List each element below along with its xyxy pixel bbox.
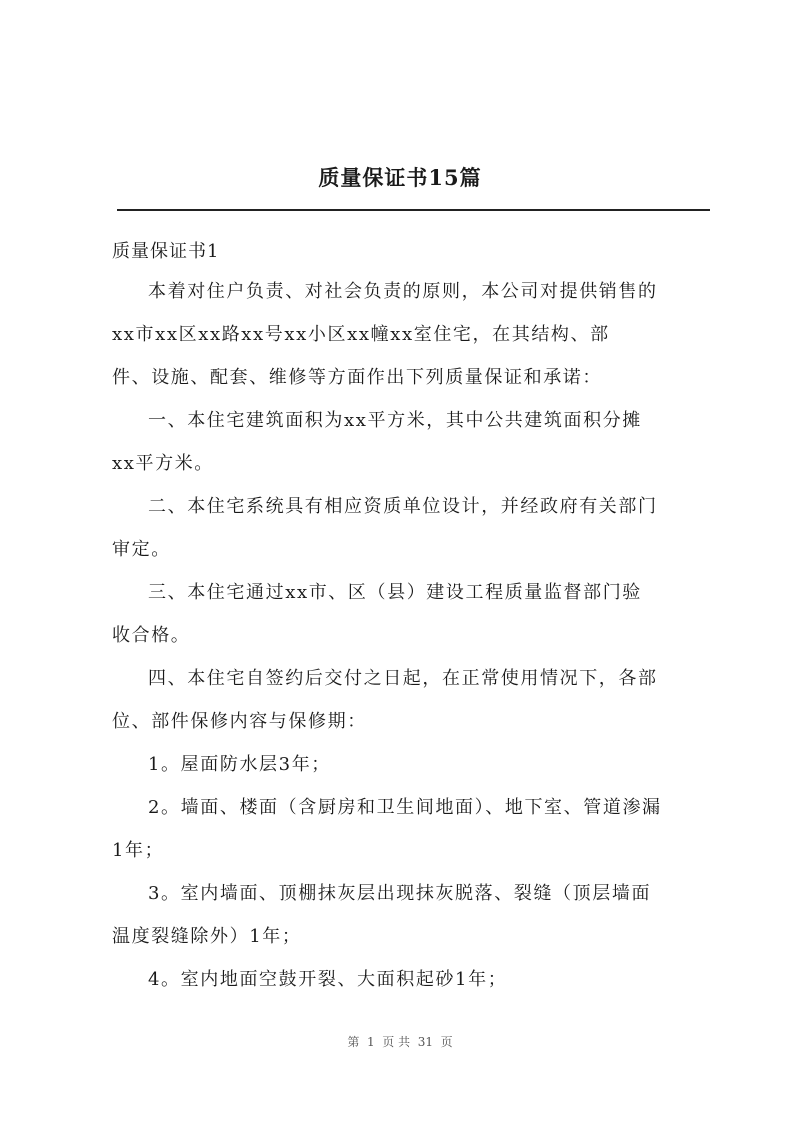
text-line: 收合格。 xyxy=(112,625,191,646)
text-line: 本着对住户负责、对社会负责的原则，本公司对提供销售的 xyxy=(148,281,658,302)
text-line: xx平方米。 xyxy=(112,453,214,474)
page-footer: 第 1 页 共 31 页 xyxy=(347,1035,453,1049)
text-line: 1。屋面防水层3年； xyxy=(148,754,331,775)
text-line: 二、本住宅系统具有相应资质单位设计，并经政府有关部门 xyxy=(148,496,658,517)
text-line: 4。室内地面空鼓开裂、大面积起砂1年； xyxy=(148,969,508,990)
text-line: 审定。 xyxy=(112,539,171,560)
paragraph-lines xyxy=(112,270,712,1001)
document-title: 质量保证书15篇 xyxy=(318,165,482,190)
text-line: 3。室内墙面、顶棚抹灰层出现抹灰脱落、裂缝（顶层墙面 xyxy=(148,883,652,904)
text-line: 位、部件保修内容与保修期： xyxy=(112,711,367,732)
text-line: xx市xx区xx路xx号xx小区xx幢xx室住宅，在其结构、部 xyxy=(112,324,610,345)
document-body xyxy=(112,234,712,1001)
section-heading: 质量保证书1 xyxy=(112,241,220,262)
text-line: 三、本住宅通过xx市、区（县）建设工程质量监督部门验 xyxy=(148,582,642,603)
title-divider xyxy=(117,209,710,211)
text-line: 件、设施、配套、维修等方面作出下列质量保证和承诺： xyxy=(112,367,602,388)
text-line: 1年； xyxy=(112,840,165,861)
text-line: 四、本住宅自签约后交付之日起，在正常使用情况下，各部 xyxy=(148,668,658,689)
text-line: 一、本住宅建筑面积为xx平方米，其中公共建筑面积分摊 xyxy=(148,410,642,431)
text-line: 2。墙面、楼面（含厨房和卫生间地面）、地下室、管道渗漏 xyxy=(148,797,662,818)
text-line: 温度裂缝除外）1年； xyxy=(112,926,302,947)
